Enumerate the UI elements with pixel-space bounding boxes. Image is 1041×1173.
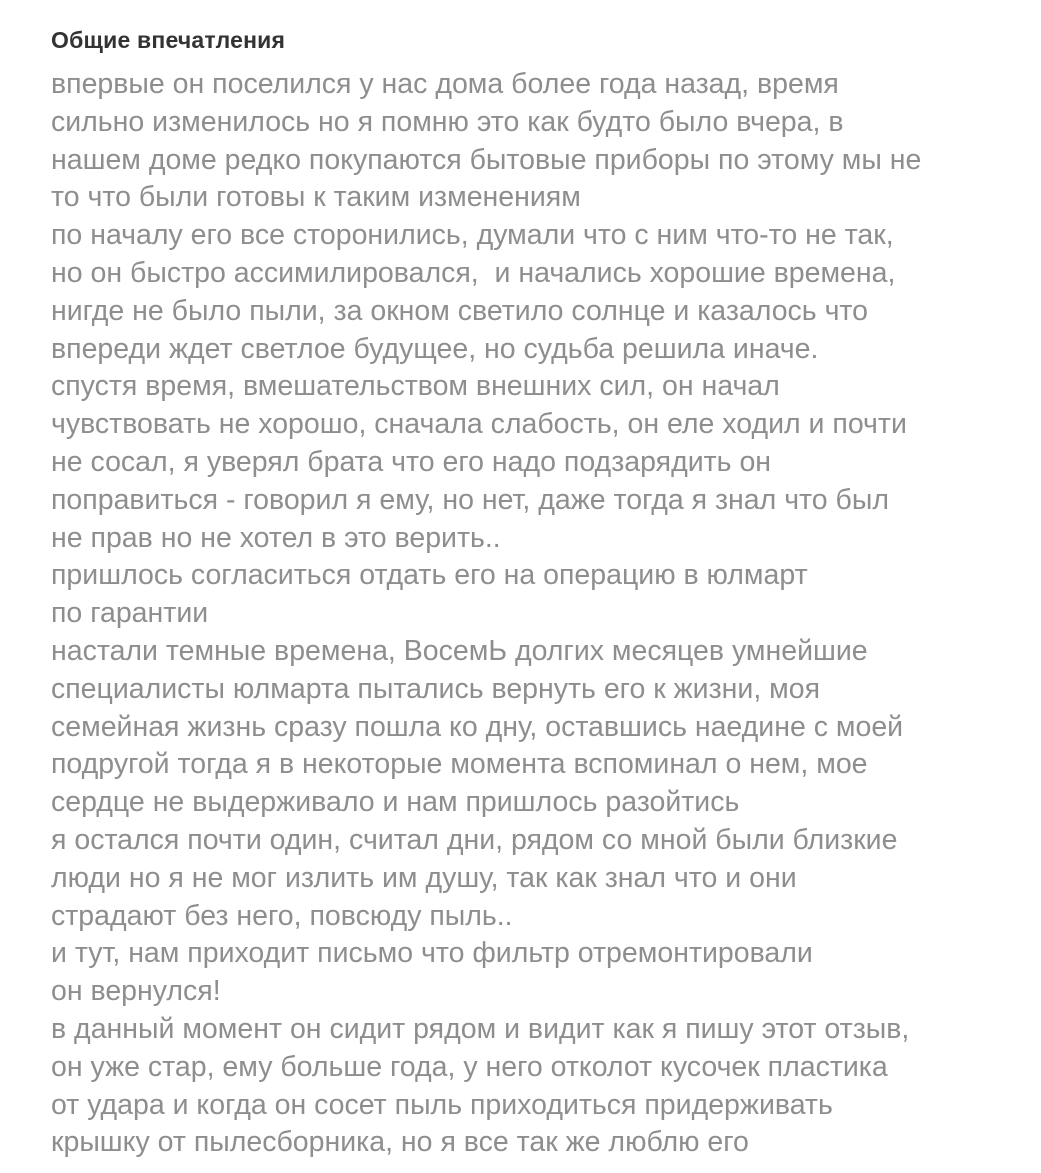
review-text bbox=[51, 66, 1026, 1162]
review-line: он уже стар, ему больше года, у него отколот кусочек пластика bbox=[51, 1050, 888, 1083]
review-line: я остался почти один, считал дни, рядом со мной были близкие bbox=[51, 823, 898, 856]
review-line: люди но я не мог излить им душу, так как знал что и они bbox=[51, 861, 797, 894]
review-line: от удара и когда он сосет пыль приходиться придерживать bbox=[51, 1088, 833, 1121]
review-line: нигде не было пыли, за окном светило солнце и казалось что bbox=[51, 294, 868, 327]
review-line: настали темные времена, ВосемЬ долгих месяцев умнейшие bbox=[51, 634, 868, 667]
review-line: пришлось согласиться отдать его на операцию в юлмарт bbox=[51, 559, 808, 592]
review-line: не сосал, я уверял брата что его надо подзарядить он bbox=[51, 445, 772, 478]
review-line: не прав но не хотел в это верить.. bbox=[51, 521, 501, 554]
review-line: семейная жизнь сразу пошла ко дну, оставшись наедине с моей bbox=[51, 710, 904, 743]
review-line: крышку от пылесборника, но я все так же люблю его bbox=[51, 1126, 749, 1159]
review-line: впереди ждет светлое будущее, но судьба решила иначе. bbox=[51, 332, 819, 365]
review-line: спустя время, вмешательством внешних сил, он начал bbox=[51, 370, 780, 403]
review-line: чувствовать не хорошо, сначала слабость, он еле ходил и почти bbox=[51, 408, 907, 441]
review-line: специалисты юлмарта пытались вернуть его к жизни, моя bbox=[51, 672, 821, 705]
review-line: подругой тогда я в некоторые момента вспоминал о нем, мое bbox=[51, 748, 868, 781]
review-line: но он быстро ассимилировался, и начались хорошие времена, bbox=[51, 256, 896, 289]
review-line: нашем доме редко покупаются бытовые приборы по этому мы не bbox=[51, 143, 922, 176]
review-section bbox=[51, 22, 1026, 1162]
review-line: и тут, нам приходит письмо что фильтр отремонтировали bbox=[51, 937, 813, 970]
review-line: сердце не выдерживало и нам пришлось разойтись bbox=[51, 786, 740, 819]
review-line: то что были готовы к таким изменениям bbox=[51, 181, 581, 214]
review-line: впервые он поселился у нас дома более года назад, время bbox=[51, 68, 839, 100]
review-line: по началу его все сторонились, думали что с ним что-то не так, bbox=[51, 219, 894, 252]
review-line: по гарантии bbox=[51, 597, 209, 630]
review-line: в данный момент он сидит рядом и видит как я пишу этот отзыв, bbox=[51, 1012, 910, 1045]
review-line: он вернулся! bbox=[51, 975, 221, 1008]
review-line: поправиться - говорил я ему, но нет, даже тогда я знал что был bbox=[51, 483, 889, 516]
review-line: сильно изменилось но я помню это как будто было вчера, в bbox=[51, 105, 844, 138]
review-line: страдают без него, повсюду пыль.. bbox=[51, 899, 513, 932]
section-title: Общие впечатления bbox=[51, 27, 286, 53]
